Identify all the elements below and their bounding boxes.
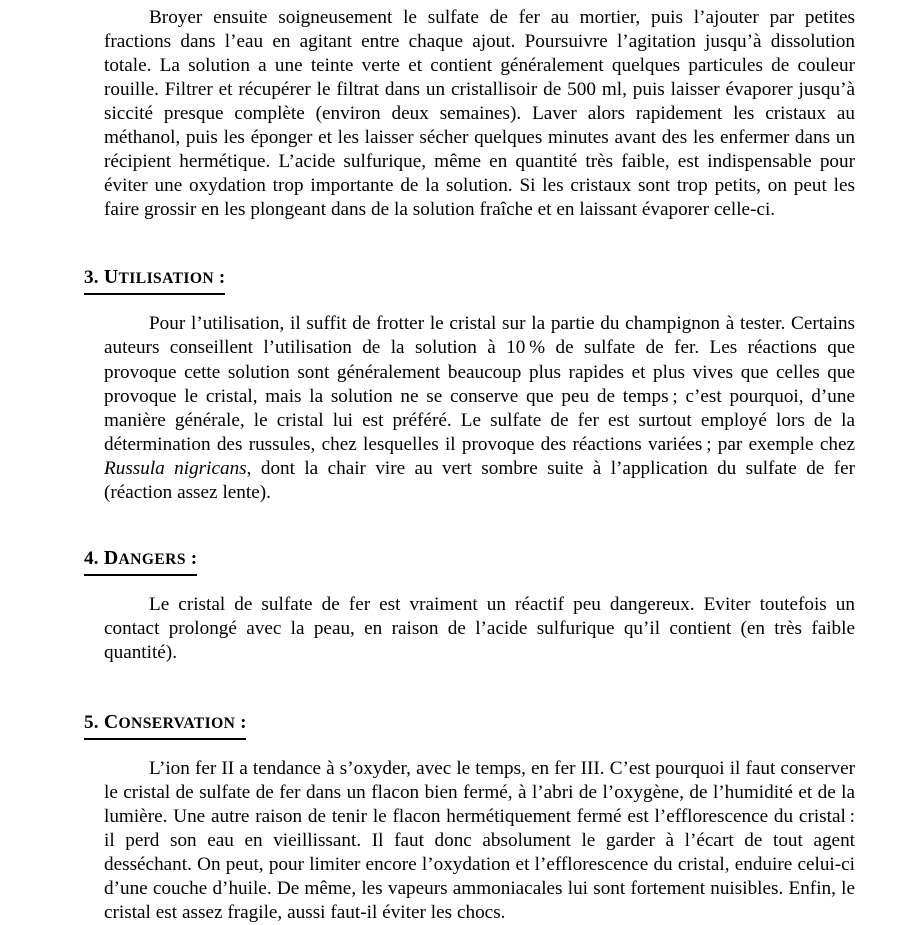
species-name-russula-nigricans: Russula nigricans <box>104 457 247 479</box>
document-content-column <box>84 0 855 925</box>
heading-dangers <box>84 546 855 576</box>
spacer-before-heading-conservation <box>84 665 855 710</box>
heading-utilisation-title-rest: TILISATION <box>118 270 215 288</box>
heading-utilisation-title <box>99 267 214 288</box>
heading-utilisation <box>84 265 855 295</box>
heading-dangers-title <box>99 548 186 569</box>
paragraph-utilisation <box>84 312 855 504</box>
heading-dangers-number: 4. <box>84 547 99 569</box>
paragraph-conservation: L’ion fer II a tendance à s’oxyder, avec le temps, en fer III. C’est pourquoi il faut conserver le cristal de sulfate de fer dans un flacon bien fermé, à l’abri de l’oxygène, de l’humidité et de la lumière. Une autre raison de tenir le flacon hermétiquement fermé est l’efflorescence du cristal : il perd son eau en vieillissant. Il faut donc absolument le garder à l’écart de tout agent desséchant. On peut, pour limiter encore l’oxydation et l’efflorescence du cristal, enduire celui-ci d’une couche d’huile. De même, les vapeurs ammoniacales lui sont fortement nuisibles. Enfin, le cristal est assez fragile, aussi faut-il éviter les chocs. <box>104 757 855 924</box>
heading-conservation-title-initial: C <box>103 710 119 733</box>
heading-dangers-title-initial: D <box>103 546 119 569</box>
spacer-after-heading-dangers <box>84 576 855 593</box>
heading-conservation <box>84 710 855 740</box>
heading-conservation-underline <box>84 710 246 740</box>
paragraph-utilisation-text-after-species: , dont la chair vire au vert sombre suite à l’application du sulfate de fer (réaction assez lente). <box>104 457 855 503</box>
heading-conservation-title <box>99 712 236 733</box>
spacer-after-heading-utilisation <box>84 295 855 312</box>
heading-dangers-underline <box>84 546 197 576</box>
paragraph-dangers: Le cristal de sulfate de fer est vraiment un réactif peu dangereux. Eviter toutefois un contact prolongé avec la peau, en raison de l’acide sulfurique qu’il contient (en très faible quantité). <box>104 593 855 663</box>
paragraph-utilisation-text-before-species: Pour l’utilisation, il suffit de frotter le cristal sur la partie du champignon à tester. Certains auteurs conseillent l’utilisation de la solution à 10 % de sulfate de fer. Les réactions que provoque cette solution sont généralement beaucoup plus rapides et plus vives que celles que provoque le cristal, mais la solution ne se conserve que peu de temps ; c’est pourquoi, d’une manière générale, le cristal lui est préféré. Le sulfate de fer est surtout employé lors de la détermination des russules, chez lesquelles il provoque des réactions variées ; par exemple chez <box>104 313 855 455</box>
heading-utilisation-title-initial: U <box>103 266 119 289</box>
paragraph-preparation: Broyer ensuite soigneusement le sulfate de fer au mortier, puis l’ajouter par petites fractions dans l’eau en agitant entre chaque ajout. Poursuivre l’agitation jusqu’à dissolution totale. La solution a une teinte verte et contient généralement quelques particules de couleur rouille. Filtrer et récupérer le filtrat dans un cristallisoir de 500 ml, puis laisser évaporer jusqu’à siccité presque complète (environ deux semaines). Laver alors rapidement les cristaux au méthanol, puis les éponger et les laisser sécher quelques minutes avant des les enfermer dans un récipient hermétique. L’acide sulfurique, même en quantité très faible, est indispensable pour éviter une oxydation trop importante de la solution. Si les cristaux sont trop petits, on peut les faire grossir en les plongeant dans de la solution fraîche et en laissant évaporer celle-ci. <box>104 7 855 221</box>
heading-utilisation-colon: : <box>214 267 226 289</box>
heading-utilisation-number: 3. <box>84 267 99 289</box>
spacer-before-heading-dangers <box>84 505 855 546</box>
heading-dangers-colon: : <box>185 547 198 569</box>
heading-utilisation-underline <box>84 265 225 295</box>
heading-dangers-title-rest: ANGERS <box>118 550 186 568</box>
spacer-after-heading-conservation <box>84 740 855 757</box>
heading-conservation-title-rest: ONSERVATION <box>118 714 236 732</box>
spacer-before-heading-utilisation <box>84 222 855 265</box>
heading-conservation-colon: : <box>235 711 247 733</box>
heading-conservation-number: 5. <box>84 711 99 733</box>
